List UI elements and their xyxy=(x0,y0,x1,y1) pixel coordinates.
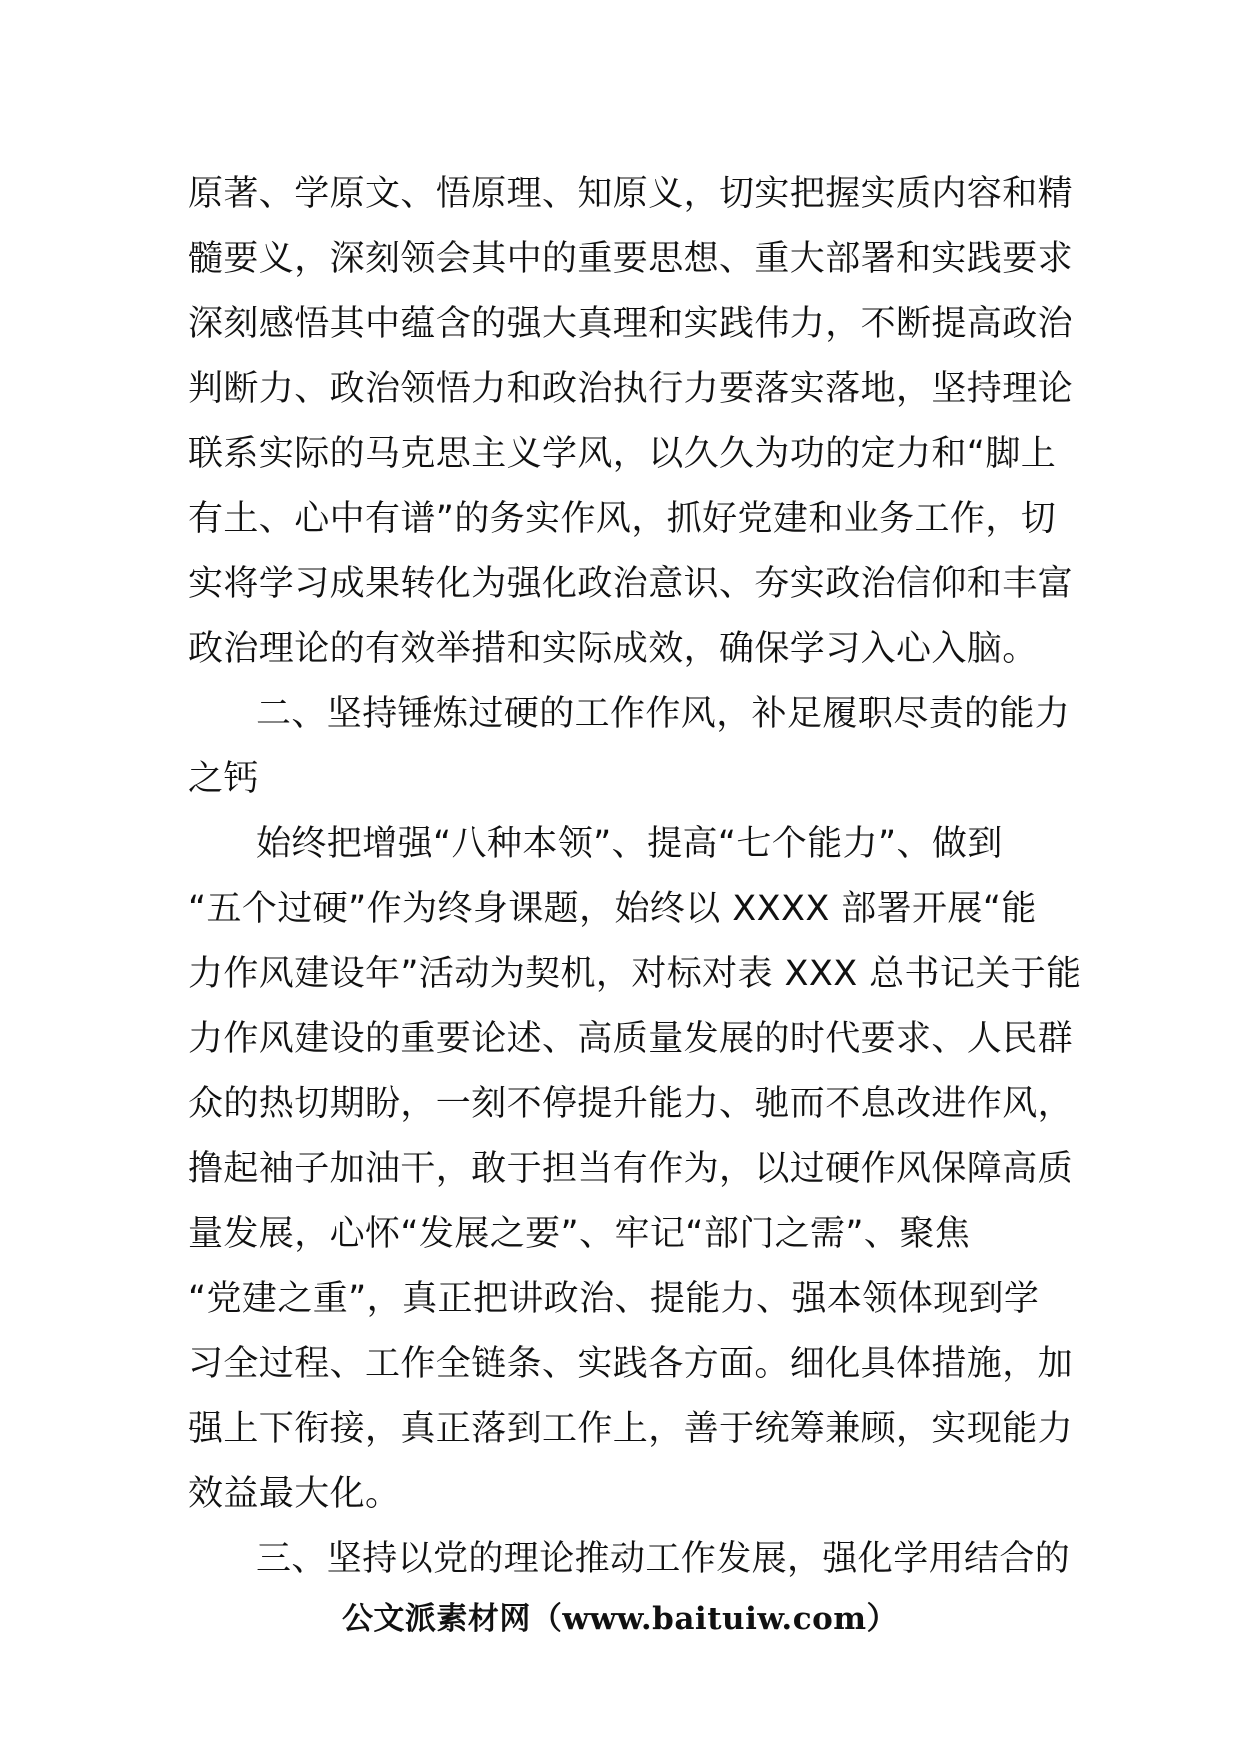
section-heading-2: 二、坚持锤炼过硬的工作作风，补足履职尽责的能力 xyxy=(256,694,1071,734)
text-line: 始终把增强“八种本领”、提高“七个能力”、做到 xyxy=(256,824,1003,864)
text-line: 效益最大化。 xyxy=(188,1474,401,1514)
text-line: 联系实际的马克思主义学风，以久久为功的定力和“脚上 xyxy=(188,434,1057,474)
document-body xyxy=(188,162,1082,1592)
text-line: 髓要义，深刻领会其中的重要思想、重大部署和实践要求 xyxy=(188,239,1074,279)
text-line: 强上下衔接，真正落到工作上，善于统筹兼顾，实现能力 xyxy=(188,1409,1074,1449)
section-heading-2-continued: 之钙 xyxy=(188,759,259,799)
text-line: 习全过程、工作全链条、实践各方面。细化具体措施，加 xyxy=(188,1344,1074,1384)
text-line: 众的热切期盼，一刻不停提升能力、驰而不息改进作风， xyxy=(188,1084,1074,1124)
text-line: 力作风建设年”活动为契机，对标对表 XXX 总书记关于能 xyxy=(188,954,1082,994)
text-line: 实将学习成果转化为强化政治意识、夯实政治信仰和丰富 xyxy=(188,564,1074,604)
text-line: 原著、学原文、悟原理、知原义，切实把握实质内容和精 xyxy=(188,174,1074,214)
text-line: 撸起袖子加油干，敢于担当有作为，以过硬作风保障高质 xyxy=(188,1149,1074,1189)
text-line: 政治理论的有效举措和实际成效，确保学习入心入脑。 xyxy=(188,629,1038,669)
text-line: 量发展，心怀“发展之要”、牢记“部门之需”、聚焦 xyxy=(188,1214,971,1254)
text-line: 深刻感悟其中蕴含的强大真理和实践伟力，不断提高政治 xyxy=(188,304,1074,344)
section-heading-3: 三、坚持以党的理论推动工作发展，强化学用结合的 xyxy=(256,1539,1071,1579)
text-line: 力作风建设的重要论述、高质量发展的时代要求、人民群 xyxy=(188,1019,1074,1059)
footer-watermark: 公文派素材网（www.baituiw.com） xyxy=(341,1601,899,1637)
text-line: 判断力、政治领悟力和政治执行力要落实落地，坚持理论 xyxy=(188,369,1074,409)
text-line: “五个过硬”作为终身课题，始终以 XXXX 部署开展“能 xyxy=(188,889,1037,929)
text-line: “党建之重”，真正把讲政治、提能力、强本领体现到学 xyxy=(188,1279,1040,1319)
text-line: 有土、心中有谱”的务实作风，抓好党建和业务工作，切 xyxy=(188,499,1057,539)
